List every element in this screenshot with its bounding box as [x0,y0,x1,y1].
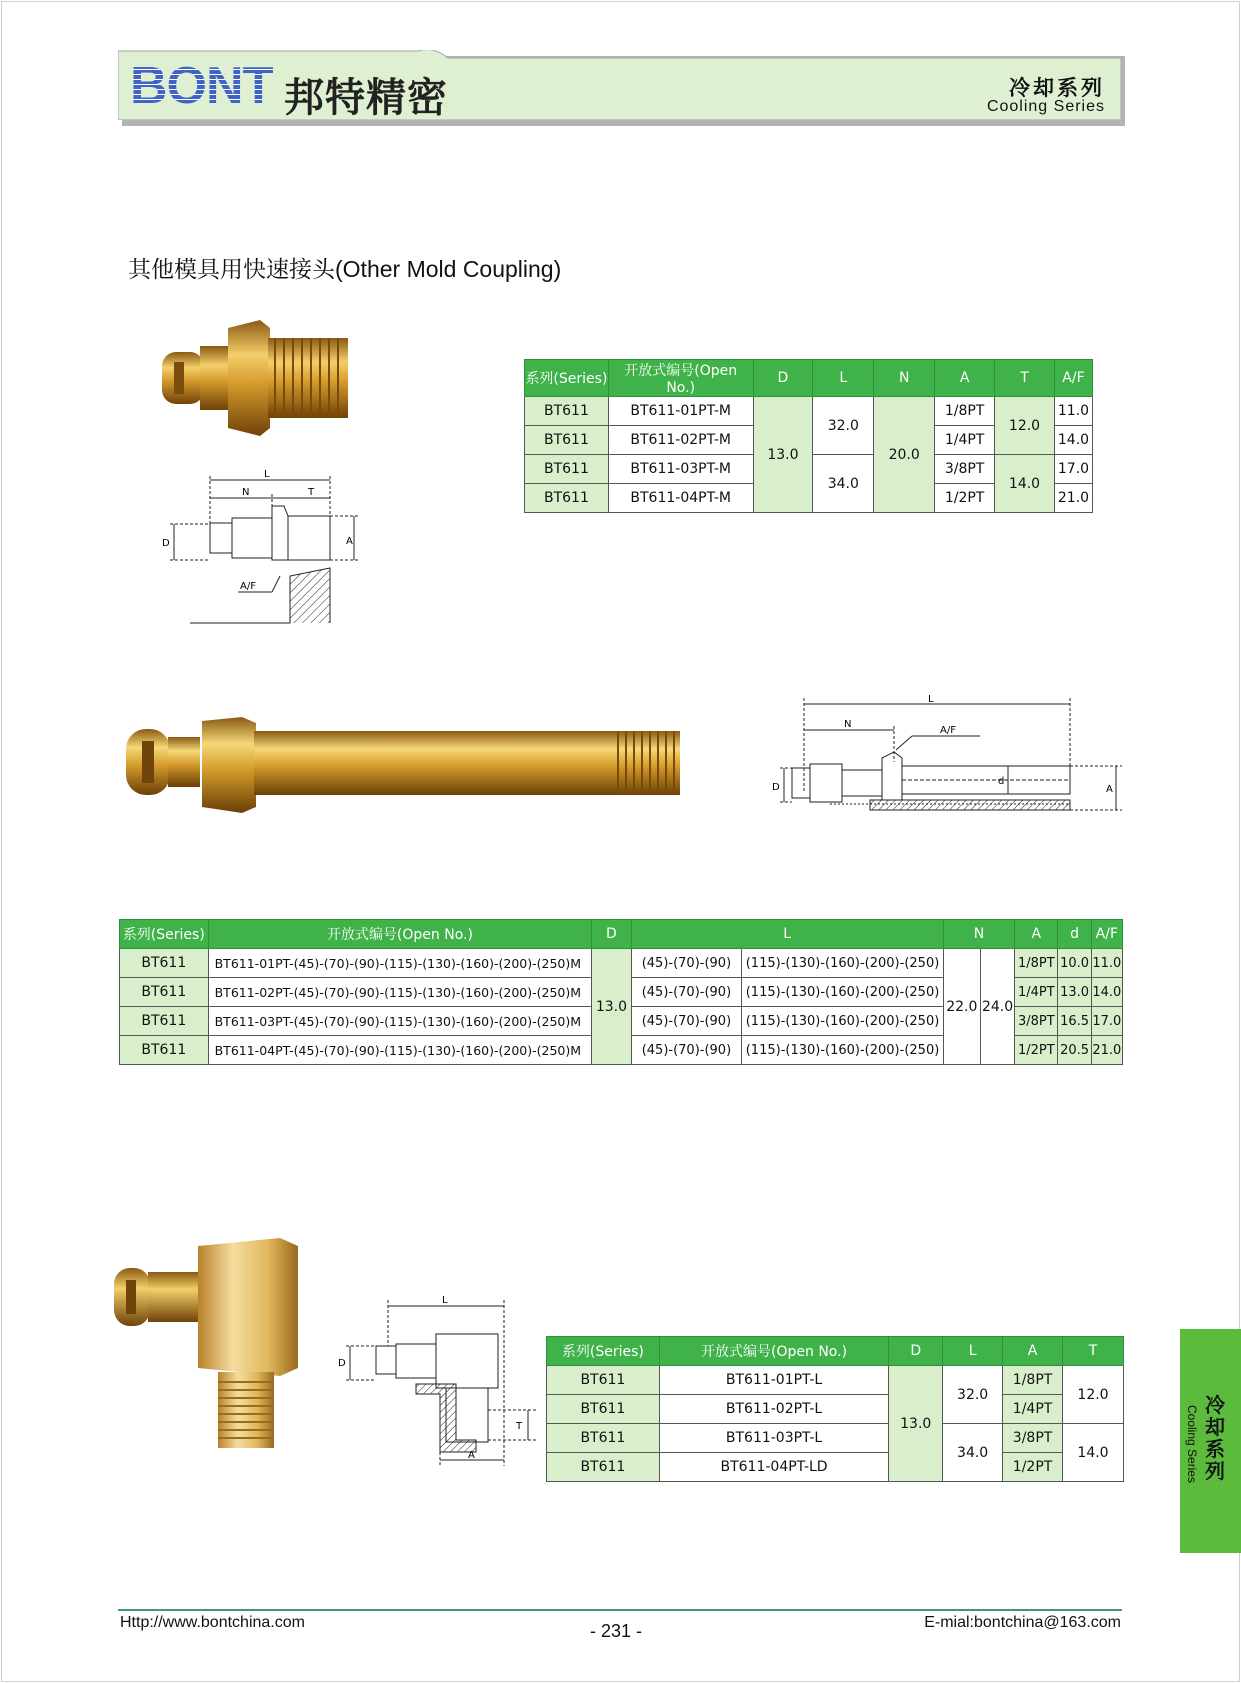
cell-series: BT611 [525,397,609,426]
dim-label-A: A [1106,784,1113,795]
cell-AF: 17.0 [1054,455,1092,484]
cell-open-no: BT611-01PT-(45)-(70)-(90)-(115)-(130)-(160)-(200)-(250)M [208,949,592,978]
header-open-no: 开放式编号(Open No.) [208,920,592,949]
dim-label-L: L [928,694,934,705]
dim-label-T: T [516,1421,523,1432]
cell-L-long: (115)-(130)-(160)-(200)-(250) [742,978,943,1007]
series-title-cn: 冷却系列 [1009,77,1105,100]
cell-open-no: BT611-03PT-L [659,1424,888,1453]
cell-T: 14.0 [995,455,1055,513]
side-tab-label-en: Cooling Series [1185,1405,1199,1484]
cell-series: BT611 [547,1395,660,1424]
cell-A: 1/2PT [1015,1036,1058,1065]
cell-open-no: BT611-01PT-L [659,1366,888,1395]
dimension-drawing-extended-coupling [770,692,1125,817]
cell-series: BT611 [120,978,209,1007]
header-series: 系列(Series) [120,920,209,949]
cell-D: 13.0 [753,397,813,513]
dim-label-D: D [162,538,170,549]
cell-N: 20.0 [874,397,935,513]
cell-L-short: (45)-(70)-(90) [631,1007,742,1036]
dim-label-D: D [338,1358,346,1369]
cell-open-no: BT611-04PT-(45)-(70)-(90)-(115)-(130)-(160)-(200)-(250)M [208,1036,592,1065]
cell-series: BT611 [120,1036,209,1065]
dim-label-N: N [844,719,852,730]
table-row [547,1453,1124,1482]
cell-T: 12.0 [995,397,1055,455]
cell-L: 34.0 [813,455,874,513]
cell-N1: 22.0 [943,949,980,1065]
cell-AF: 17.0 [1091,1007,1122,1036]
table-row [547,1424,1124,1453]
cell-A: 1/4PT [935,426,995,455]
cell-D: 13.0 [592,949,631,1065]
header-T: T [1063,1337,1124,1366]
header-open-no: 开放式编号(Open No.) [608,360,753,397]
cell-series: BT611 [120,1007,209,1036]
dim-label-A: A [346,536,353,547]
table-row [120,949,1123,978]
cell-open-no: BT611-01PT-M [608,397,753,426]
header-series: 系列(Series) [547,1337,660,1366]
cell-open-no: BT611-03PT-(45)-(70)-(90)-(115)-(130)-(160)-(200)-(250)M [208,1007,592,1036]
header-T: T [995,360,1055,397]
header-A: A [935,360,995,397]
product-image-elbow-coupling [112,1236,307,1451]
cell-A: 1/2PT [935,484,995,513]
cell-AF: 11.0 [1054,397,1092,426]
dim-label-d: d [998,776,1005,787]
cell-A: 1/8PT [1003,1366,1063,1395]
cell-T: 12.0 [1063,1366,1124,1424]
header-A: A [1015,920,1058,949]
spec-table-extended [119,919,1123,1065]
dim-label-L: L [264,469,270,480]
cell-L-long: (115)-(130)-(160)-(200)-(250) [742,1036,943,1065]
header-AF: A/F [1091,920,1122,949]
cell-d: 16.5 [1058,1007,1091,1036]
side-tab-cooling-series [1180,1329,1241,1553]
cell-A: 1/2PT [1003,1453,1063,1482]
dimension-drawing-straight-coupling [160,468,360,628]
cell-series: BT611 [547,1366,660,1395]
dim-label-N: N [242,487,250,498]
spec-table-elbow [546,1336,1124,1482]
cell-AF: 11.0 [1091,949,1122,978]
cell-A: 3/8PT [1003,1424,1063,1453]
cell-open-no: BT611-04PT-LD [659,1453,888,1482]
cell-AF: 21.0 [1091,1036,1122,1065]
cell-d: 10.0 [1058,949,1091,978]
cell-open-no: BT611-04PT-M [608,484,753,513]
cell-series: BT611 [525,484,609,513]
series-title-en: Cooling Series [986,98,1105,115]
header-N: N [943,920,1014,949]
header-open-no: 开放式编号(Open No.) [659,1337,888,1366]
cell-L-long: (115)-(130)-(160)-(200)-(250) [742,1007,943,1036]
cell-d: 13.0 [1058,978,1091,1007]
page-header [118,50,1125,126]
dim-label-AF: A/F [240,581,256,592]
cell-L-short: (45)-(70)-(90) [631,978,742,1007]
header-D: D [889,1337,943,1366]
header-D: D [753,360,813,397]
cell-L-long: (115)-(130)-(160)-(200)-(250) [742,949,943,978]
cell-AF: 21.0 [1054,484,1092,513]
cell-d: 20.5 [1058,1036,1091,1065]
header-L: L [631,920,943,949]
section-title: 其他模具用快速接头(Other Mold Coupling) [128,256,562,282]
header-L: L [813,360,874,397]
dim-label-L: L [442,1295,448,1306]
cell-L-short: (45)-(70)-(90) [631,1036,742,1065]
product-image-extended-coupling [124,715,684,815]
cell-L: 32.0 [943,1366,1003,1424]
cell-open-no: BT611-02PT-(45)-(70)-(90)-(115)-(130)-(160)-(200)-(250)M [208,978,592,1007]
cell-T: 14.0 [1063,1424,1124,1482]
cell-L: 32.0 [813,397,874,455]
dim-label-A: A [468,1450,475,1461]
table-row [547,1395,1124,1424]
dim-label-T: T [308,487,315,498]
header-D: D [592,920,631,949]
header-N: N [874,360,935,397]
cell-A: 3/8PT [1015,1007,1058,1036]
footer-website-link[interactable]: Http://www.bontchina.com [120,1614,305,1631]
cell-A: 1/8PT [1015,949,1058,978]
product-image-straight-coupling [160,318,355,438]
footer-divider [118,1609,1122,1611]
side-tab-label-cn: 冷却系列 [1205,1395,1225,1483]
header-A: A [1003,1337,1063,1366]
cell-series: BT611 [547,1424,660,1453]
cell-AF: 14.0 [1091,978,1122,1007]
spec-table-straight [524,359,1093,513]
cell-AF: 14.0 [1054,426,1092,455]
dim-label-D: D [772,782,780,793]
page-number: - 231 - [590,1621,643,1641]
cell-A: 1/4PT [1003,1395,1063,1424]
table-row [547,1366,1124,1395]
cell-A: 3/8PT [935,455,995,484]
cell-series: BT611 [525,455,609,484]
cell-A: 1/8PT [935,397,995,426]
brand-logo: BONT [130,57,274,115]
cell-open-no: BT611-02PT-L [659,1395,888,1424]
cell-A: 1/4PT [1015,978,1058,1007]
header-AF: A/F [1054,360,1092,397]
footer-email-link[interactable]: E-mial:bontchina@163.com [924,1614,1121,1631]
dimension-drawing-elbow-coupling [336,1290,536,1470]
cell-open-no: BT611-03PT-M [608,455,753,484]
cell-series: BT611 [120,949,209,978]
header-d: d [1058,920,1091,949]
company-name-cn: 邦特精密 [284,74,448,121]
cell-N2: 24.0 [980,949,1014,1065]
cell-series: BT611 [547,1453,660,1482]
table-row [525,397,1093,426]
cell-D: 13.0 [889,1366,943,1482]
cell-open-no: BT611-02PT-M [608,426,753,455]
cell-L-short: (45)-(70)-(90) [631,949,742,978]
cell-L: 34.0 [943,1424,1003,1482]
cell-series: BT611 [525,426,609,455]
dim-label-AF: A/F [940,725,956,736]
header-series: 系列(Series) [525,360,609,397]
header-L: L [943,1337,1003,1366]
